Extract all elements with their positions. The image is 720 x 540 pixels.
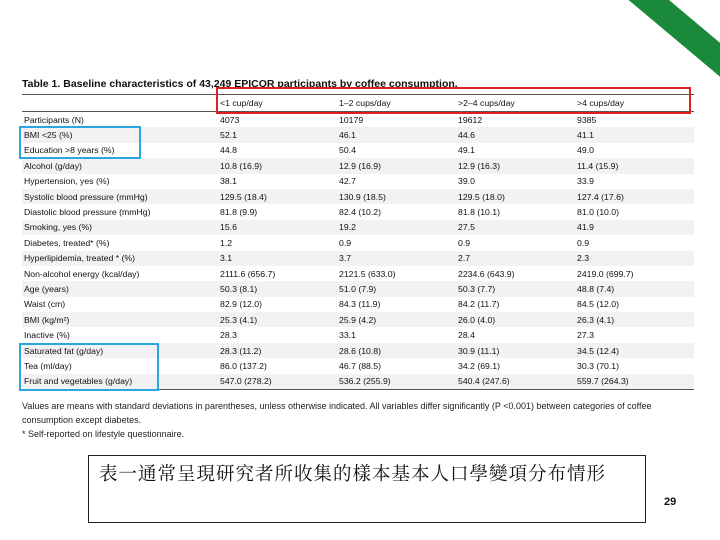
- table-cell: 86.0 (137.2): [220, 360, 267, 371]
- table-cell: 33.9: [577, 176, 594, 187]
- row-label: Waist (cm): [24, 299, 66, 310]
- table-row: [22, 189, 694, 204]
- row-label: Non-alcohol energy (kcal/day): [24, 268, 140, 279]
- table-cell: 52.1: [218, 127, 337, 142]
- table-cell: 19612: [458, 114, 483, 125]
- table-cell: 41.9: [575, 220, 694, 235]
- table-cell: 81.0 (10.0): [577, 207, 620, 218]
- table-cell: 25.9 (4.2): [337, 312, 456, 327]
- page-number: 29: [664, 496, 677, 508]
- table-cell: 30.9 (11.1): [456, 343, 575, 358]
- row-label: Systolic blood pressure (mmHg): [22, 189, 218, 204]
- table-cell: 50.3 (7.7): [456, 281, 575, 296]
- row-label: Fruit and vegetables (g/day): [22, 374, 218, 390]
- table-row: [22, 266, 694, 281]
- table-cell: 25.3 (4.1): [218, 312, 337, 327]
- table-cell: 0.9: [339, 237, 352, 248]
- table-cell: 27.5: [456, 220, 575, 235]
- table-row: [22, 281, 694, 296]
- table-cell: 50.3 (8.1): [218, 281, 337, 296]
- table-cell: 81.8 (9.9): [220, 207, 258, 218]
- table-cell: 44.6: [456, 127, 575, 142]
- row-label: Hyperlipidemia, treated * (%): [22, 251, 218, 266]
- table-cell: 84.2 (11.7): [458, 299, 500, 310]
- table-cell: 34.2 (69.1): [458, 360, 501, 371]
- table-row: [22, 251, 694, 266]
- table-row: [22, 312, 694, 327]
- table-cell: 26.0 (4.0): [456, 312, 575, 327]
- chinese-caption: 表一通常呈現研究者所收集的樣本基本人口學變項分布情形: [88, 455, 646, 523]
- table-row: [22, 235, 694, 250]
- bmi-education-highlight: [19, 126, 141, 159]
- table-cell: 39.0: [458, 176, 475, 187]
- table-cell: 129.5 (18.0): [456, 189, 575, 204]
- row-label: Smoking, yes (%): [22, 220, 218, 235]
- table-cell: 130.9 (18.5): [337, 189, 456, 204]
- table-cell: 10179: [339, 114, 364, 125]
- table-cell: 30.3 (70.1): [577, 360, 620, 371]
- table-row: [22, 220, 694, 235]
- row-label: Diastolic blood pressure (mmHg): [24, 207, 151, 218]
- table-cell: 536.2 (255.9): [337, 374, 456, 390]
- table-cell: 3.7: [337, 251, 456, 266]
- table-row: [22, 204, 694, 219]
- table-cell: 49.0: [577, 145, 594, 156]
- table-cell: 27.3: [577, 330, 594, 341]
- table-cell: 41.1: [575, 127, 694, 142]
- column-header: [22, 95, 218, 112]
- table-cell: 2111.6 (656.7): [220, 268, 276, 279]
- row-label: BMI (kg/m²): [22, 312, 218, 327]
- table-cell: 4073: [220, 114, 240, 125]
- table-cell: 82.9 (12.0): [220, 299, 263, 310]
- table-cell: 28.4: [458, 330, 475, 341]
- table-cell: 28.3 (11.2): [218, 343, 337, 358]
- table-row: [22, 297, 694, 312]
- table-cell: 33.1: [339, 330, 356, 341]
- coffee-category-highlight: [216, 87, 691, 114]
- table-footnote: [22, 399, 702, 441]
- column-header: >4 cups/day: [575, 95, 694, 112]
- table-cell: 2234.6 (643.9): [458, 268, 515, 279]
- table-cell: 0.9: [458, 237, 471, 248]
- footnote-values: Values are means with standard deviations in parentheses, unless otherwise indicated. All variables differ significantly (P <0.001) between categories of coffee consumption except diabetes.: [22, 401, 652, 425]
- table-cell: 48.8 (7.4): [575, 281, 694, 296]
- row-label: Hypertension, yes (%): [24, 176, 110, 187]
- decorative-ribbon: [600, 0, 720, 100]
- table-cell: 11.4 (15.9): [575, 158, 694, 173]
- table-cell: 46.1: [337, 127, 456, 142]
- table-cell: 50.4: [339, 145, 356, 156]
- row-label: Alcohol (g/day): [22, 158, 218, 173]
- table-cell: 129.5 (18.4): [218, 189, 337, 204]
- table-cell: 547.0 (278.2): [218, 374, 337, 390]
- table-cell: 0.9: [577, 237, 590, 248]
- table-cell: 12.9 (16.9): [337, 158, 456, 173]
- table-title: Table 1. Baseline characteristics of 43,249 EPICOR participants by coffee consumption.: [22, 78, 458, 90]
- column-header: <1 cup/day: [218, 95, 337, 112]
- table-cell: 34.5 (12.4): [575, 343, 694, 358]
- table-cell: 127.4 (17.6): [575, 189, 694, 204]
- footnote-self-reported: * Self-reported on lifestyle questionnaire.: [22, 429, 185, 439]
- table-cell: 38.1: [220, 176, 237, 187]
- table-cell: 51.0 (7.9): [337, 281, 456, 296]
- table-cell: 12.9 (16.3): [456, 158, 575, 173]
- table-row: [22, 174, 694, 189]
- table-cell: 2419.0 (699.7): [577, 268, 634, 279]
- table-cell: 84.5 (12.0): [577, 299, 620, 310]
- table-cell: 49.1: [458, 145, 475, 156]
- table-cell: 559.7 (264.3): [575, 374, 694, 390]
- table-cell: 2.7: [456, 251, 575, 266]
- table-cell: 84.3 (11.9): [339, 299, 381, 310]
- table-cell: 3.1: [218, 251, 337, 266]
- table-cell: 28.3: [220, 330, 237, 341]
- diet-highlight: [19, 343, 159, 391]
- table-cell: 28.6 (10.8): [337, 343, 456, 358]
- row-label: Education >8 years (%): [24, 145, 115, 156]
- table-cell: 15.6: [218, 220, 337, 235]
- row-label: BMI <25 (%): [22, 127, 218, 142]
- table-cell: 42.7: [339, 176, 356, 187]
- table-cell: 540.4 (247.6): [456, 374, 575, 390]
- table-cell: 19.2: [337, 220, 456, 235]
- table-cell: 82.4 (10.2): [339, 207, 382, 218]
- table-cell: 26.3 (4.1): [575, 312, 694, 327]
- row-label: Participants (N): [24, 114, 84, 125]
- row-label: Age (years): [22, 281, 218, 296]
- row-label: Tea (ml/day): [24, 360, 72, 371]
- table-row: [22, 158, 694, 173]
- table-cell: 2.3: [575, 251, 694, 266]
- table-cell: 46.7 (88.5): [339, 360, 382, 371]
- column-header: >2–4 cups/day: [456, 95, 575, 112]
- column-header: 1–2 cups/day: [337, 95, 456, 112]
- table-cell: 10.8 (16.9): [218, 158, 337, 173]
- table-cell: 9385: [577, 114, 597, 125]
- table-row: [22, 327, 694, 342]
- table-cell: 44.8: [220, 145, 237, 156]
- table-cell: 81.8 (10.1): [458, 207, 501, 218]
- row-label: Diabetes, treated* (%): [24, 237, 110, 248]
- table-cell: 1.2: [220, 237, 233, 248]
- row-label: Inactive (%): [24, 330, 70, 341]
- table-cell: 2121.5 (633.0): [339, 268, 396, 279]
- row-label: Saturated fat (g/day): [22, 343, 218, 358]
